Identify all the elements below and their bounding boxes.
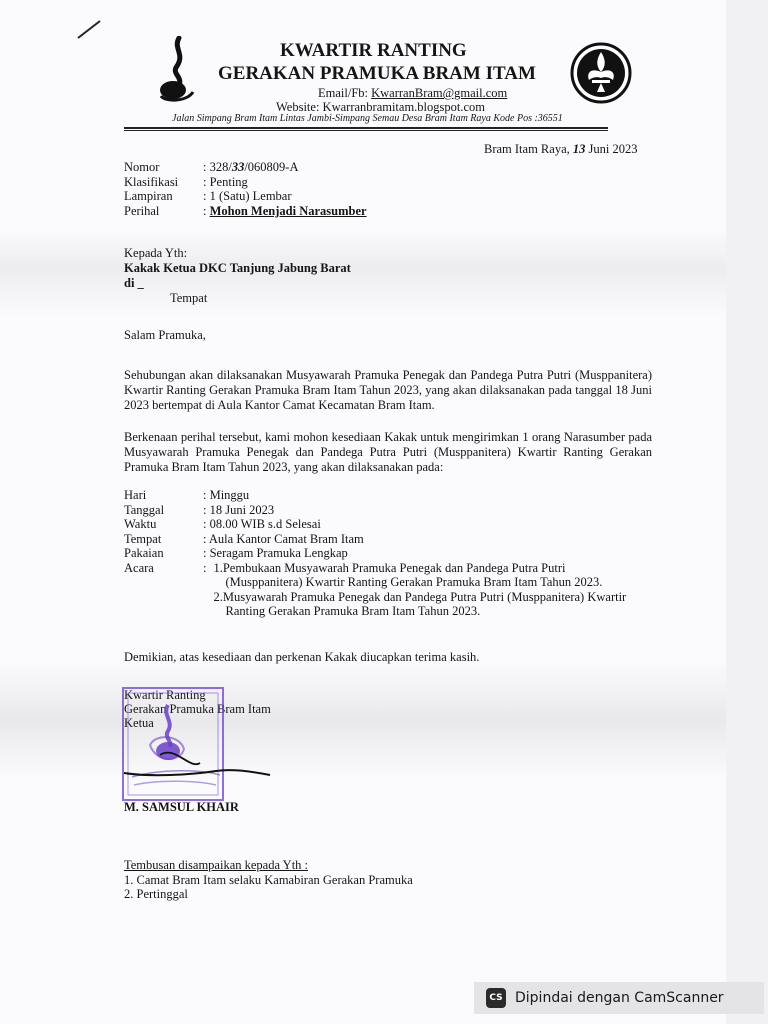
schedule-row: [124, 532, 644, 547]
body-paragraph: Sehubungan akan dilaksanakan Musyawarah Pramuka Penegak dan Pandega Putra Putri (Musppanitera) Kwartir Ranting Gerakan Pramuka Bram Itam Tahun 2023, yang akan dilaksanakan pada tanggal 18 Juni 2023 bertempat di Aula Kantor Camat Kecamatan Bram Itam.: [124, 368, 652, 412]
pramuka-emblem-icon: [570, 42, 632, 104]
acara-item: 2.Musyawarah Pramuka Penegak dan Pandega Putra Putri (Musppanitera) Kwartir Ranting Gerakan Pramuka Bram Itam Tahun 2023.: [213, 589, 627, 618]
recipient-location-prefix: di _: [124, 276, 144, 290]
nomor-prefix: : 328/: [203, 160, 232, 174]
schedule-row: [124, 517, 644, 532]
closing-sentence: Demikian, atas kesediaan dan perkenan Kakak diucapkan terima kasih.: [124, 650, 480, 664]
meta-value: [203, 204, 367, 219]
email-label: Email/Fb:: [318, 86, 372, 100]
date-suffix: Juni 2023: [585, 142, 638, 156]
schedule-row: [124, 488, 644, 503]
perihal-subject: Mohon Menjadi Narasumber: [209, 203, 367, 218]
website-line: Website: Kwarranbramitam.blogspot.com: [276, 100, 486, 114]
address-line: Jalan Simpang Bram Itam Lintas Jambi-Simpang Semau Desa Bram Itam Raya Kode Pos :36551: [172, 113, 563, 124]
schedule-value: : Minggu: [203, 488, 250, 502]
nomor-handwritten: 33: [231, 160, 245, 174]
copies-item: 1. Camat Bram Itam selaku Kamabiran Gerakan Pramuka: [124, 872, 413, 887]
meta-label: Nomor: [124, 160, 160, 174]
event-schedule: [124, 488, 644, 619]
meta-row-lampiran: [124, 189, 367, 204]
acara-list: [213, 561, 644, 619]
acara-item: 1.Pembukaan Musyawarah Pramuka Penegak dan Pandega Putra Putri (Musppanitera) Kwartir Ranting Gerakan Pramuka Bram Itam Tahun 2023.: [213, 560, 603, 589]
schedule-label: Hari: [124, 488, 147, 502]
schedule-row: [124, 503, 644, 518]
schedule-value: : 08.00 WIB s.d Selesai: [203, 517, 321, 531]
meta-value: : Penting: [203, 174, 248, 189]
scan-shadow: [0, 228, 726, 318]
meta-label: Lampiran: [124, 189, 173, 203]
schedule-value: : 18 Juni 2023: [203, 502, 275, 517]
camscanner-text: Dipindai dengan CamScanner: [515, 990, 724, 1006]
copies-heading: Tembusan disampaikan kepada Yth :: [124, 858, 309, 872]
date-prefix: Bram Itam Raya,: [484, 142, 573, 156]
greeting: Salam Pramuka,: [124, 328, 206, 342]
signatory-name: M. SAMSUL KHAIR: [124, 800, 239, 814]
recipient-location: Tempat: [170, 291, 208, 305]
acara-colon: :: [203, 560, 207, 575]
meta-row-perihal: [124, 204, 367, 219]
nomor-suffix: /060809-A: [244, 160, 299, 174]
signature-org-name: Gerakan Pramuka Bram Itam: [124, 702, 271, 716]
letter-meta: [124, 160, 367, 218]
schedule-label: Acara: [124, 560, 154, 575]
meta-row-nomor: [124, 160, 367, 175]
org-title-line1: KWARTIR RANTING: [280, 40, 467, 61]
meta-value: [203, 160, 299, 175]
schedule-label: Tanggal: [124, 502, 165, 517]
meta-row-klasifikasi: [124, 175, 367, 190]
schedule-value: : Aula Kantor Camat Bram Itam: [203, 531, 364, 546]
meta-value: : 1 (Satu) Lembar: [203, 189, 292, 203]
meta-label: Perihal: [124, 203, 160, 218]
schedule-row: [124, 546, 644, 561]
pen-stroke-mark: [74, 18, 104, 40]
schedule-label: Pakaian: [124, 546, 164, 560]
contact-email: [318, 86, 507, 101]
schedule-label: Tempat: [124, 531, 162, 546]
signature-role: Ketua: [124, 716, 154, 730]
recipient-salutation: Kepada Yth:: [124, 246, 188, 260]
schedule-value: : Seragam Pramuka Lengkap: [203, 546, 348, 560]
perihal-colon: :: [203, 203, 210, 218]
body-paragraph: Berkenaan perihal tersebut, kami mohon kesediaan Kakak untuk mengirimkan 1 orang Narasumber pada Musyawarah Pramuka Penegak dan Pandega Putra Putri (Musppanitera) Kwartir Ranting Gerakan Pramuka Bram Itam Tahun 2023, yang akan dilaksanakan pada:: [124, 430, 652, 474]
meta-label: Klasifikasi: [124, 174, 179, 189]
email-link: KwarranBram@gmail.com: [371, 86, 508, 100]
letterhead-divider: [124, 127, 608, 129]
scan-shadow: [0, 660, 726, 780]
schedule-label: Waktu: [124, 517, 157, 531]
schedule-row: [124, 561, 644, 619]
signature-org: Kwartir Ranting: [124, 688, 206, 702]
camscanner-watermark: [474, 982, 764, 1014]
shoot-bud-logo-icon: [155, 36, 197, 104]
org-title-line2: GERAKAN PRAMUKA BRAM ITAM: [218, 63, 536, 84]
camscanner-logo-icon: CS: [486, 988, 506, 1008]
copies-block: [124, 858, 413, 902]
letter-date: [484, 142, 637, 157]
copies-item: 2. Pertinggal: [124, 887, 188, 901]
letterhead-divider: [124, 130, 608, 131]
organization-stamp-icon: [120, 685, 280, 805]
date-day-handwritten: 13: [572, 142, 586, 156]
recipient-block: [124, 246, 351, 306]
recipient-name: Kakak Ketua DKC Tanjung Jabung Barat: [124, 261, 351, 275]
